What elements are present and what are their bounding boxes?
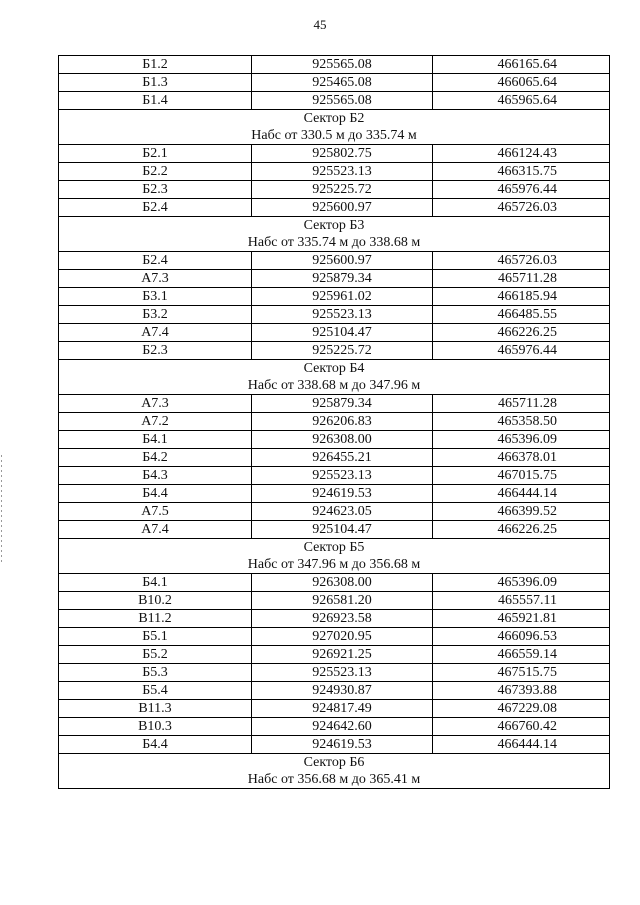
table-row [59,306,610,324]
y-coordinate-cell: 466165.64 [433,56,610,74]
x-coordinate-cell: 926308.00 [252,431,433,449]
table-row [59,431,610,449]
scan-margin-mark [1,455,2,565]
point-id-cell: Б1.4 [59,92,252,110]
sector-header-row [59,754,610,772]
point-id-cell: Б5.2 [59,646,252,664]
y-coordinate-cell: 466485.55 [433,306,610,324]
point-id-cell: Б5.4 [59,682,252,700]
sector-title: Сектор Б2 [59,110,610,128]
sector-range-row [59,234,610,252]
page-number: 45 [313,17,327,32]
point-id-cell: Б5.3 [59,664,252,682]
y-coordinate-cell: 466065.64 [433,74,610,92]
y-coordinate-cell: 465726.03 [433,252,610,270]
table-row [59,485,610,503]
y-coordinate-cell: 467015.75 [433,467,610,485]
y-coordinate-cell: 465396.09 [433,574,610,592]
x-coordinate-cell: 925879.34 [252,395,433,413]
table-row [59,342,610,360]
y-coordinate-cell: 466096.53 [433,628,610,646]
table-row [59,467,610,485]
point-id-cell: Б4.3 [59,467,252,485]
sector-header-row [59,360,610,378]
y-coordinate-cell: 466124.43 [433,145,610,163]
x-coordinate-cell: 925961.02 [252,288,433,306]
point-id-cell: Б2.1 [59,145,252,163]
point-id-cell: Б2.4 [59,199,252,217]
y-coordinate-cell: 465711.28 [433,270,610,288]
y-coordinate-cell: 465976.44 [433,181,610,199]
x-coordinate-cell: 925104.47 [252,324,433,342]
y-coordinate-cell: 466226.25 [433,324,610,342]
y-coordinate-cell: 467515.75 [433,664,610,682]
table-row [59,700,610,718]
sector-range-row [59,556,610,574]
x-coordinate-cell: 925565.08 [252,56,433,74]
x-coordinate-cell: 925104.47 [252,521,433,539]
sector-header-row [59,539,610,557]
x-coordinate-cell: 925225.72 [252,181,433,199]
y-coordinate-cell: 466399.52 [433,503,610,521]
sector-range-row [59,771,610,789]
sector-range-row [59,127,610,145]
table-row [59,449,610,467]
y-coordinate-cell: 465358.50 [433,413,610,431]
point-id-cell: Б4.1 [59,431,252,449]
y-coordinate-cell: 465557.11 [433,592,610,610]
table-row [59,74,610,92]
x-coordinate-cell: 925879.34 [252,270,433,288]
sector-range-row [59,377,610,395]
table-row [59,682,610,700]
point-id-cell: Б2.3 [59,181,252,199]
sector-elevation-range: Набс от 330.5 м до 335.74 м [59,127,610,145]
point-id-cell: Б1.3 [59,74,252,92]
table-row [59,592,610,610]
table-row [59,395,610,413]
x-coordinate-cell: 924930.87 [252,682,433,700]
y-coordinate-cell: 466315.75 [433,163,610,181]
sector-header-row [59,110,610,128]
point-id-cell: А7.2 [59,413,252,431]
sector-elevation-range: Набс от 356.68 м до 365.41 м [59,771,610,789]
point-id-cell: А7.4 [59,324,252,342]
sector-elevation-range: Набс от 338.68 м до 347.96 м [59,377,610,395]
x-coordinate-cell: 925523.13 [252,664,433,682]
point-id-cell: А7.5 [59,503,252,521]
y-coordinate-cell: 465965.64 [433,92,610,110]
table-row [59,521,610,539]
table-row [59,324,610,342]
table-row [59,270,610,288]
table-row [59,199,610,217]
y-coordinate-cell: 467393.88 [433,682,610,700]
table-row [59,56,610,74]
y-coordinate-cell: 466444.14 [433,736,610,754]
x-coordinate-cell: 925565.08 [252,92,433,110]
sector-title: Сектор Б6 [59,754,610,772]
x-coordinate-cell: 925523.13 [252,306,433,324]
point-id-cell: В11.3 [59,700,252,718]
point-id-cell: Б4.4 [59,736,252,754]
y-coordinate-cell: 465711.28 [433,395,610,413]
x-coordinate-cell: 926206.83 [252,413,433,431]
x-coordinate-cell: 924642.60 [252,718,433,736]
x-coordinate-cell: 925465.08 [252,74,433,92]
x-coordinate-cell: 924619.53 [252,736,433,754]
point-id-cell: Б4.2 [59,449,252,467]
x-coordinate-cell: 925600.97 [252,199,433,217]
x-coordinate-cell: 925523.13 [252,163,433,181]
x-coordinate-cell: 926455.21 [252,449,433,467]
x-coordinate-cell: 924817.49 [252,700,433,718]
x-coordinate-cell: 926581.20 [252,592,433,610]
point-id-cell: В11.2 [59,610,252,628]
y-coordinate-cell: 467229.08 [433,700,610,718]
table-row [59,413,610,431]
point-id-cell: Б2.3 [59,342,252,360]
table-row [59,628,610,646]
point-id-cell: А7.4 [59,521,252,539]
point-id-cell: Б3.1 [59,288,252,306]
point-id-cell: Б2.2 [59,163,252,181]
table-row [59,145,610,163]
x-coordinate-cell: 925523.13 [252,467,433,485]
table-row [59,646,610,664]
x-coordinate-cell: 927020.95 [252,628,433,646]
y-coordinate-cell: 466378.01 [433,449,610,467]
y-coordinate-cell: 465396.09 [433,431,610,449]
sector-elevation-range: Набс от 347.96 м до 356.68 м [59,556,610,574]
x-coordinate-cell: 926923.58 [252,610,433,628]
table-row [59,574,610,592]
point-id-cell: А7.3 [59,395,252,413]
table-row [59,163,610,181]
point-id-cell: В10.2 [59,592,252,610]
y-coordinate-cell: 465976.44 [433,342,610,360]
point-id-cell: В10.3 [59,718,252,736]
point-id-cell: А7.3 [59,270,252,288]
table-row [59,503,610,521]
sector-elevation-range: Набс от 335.74 м до 338.68 м [59,234,610,252]
y-coordinate-cell: 465726.03 [433,199,610,217]
table-row [59,610,610,628]
point-id-cell: Б1.2 [59,56,252,74]
x-coordinate-cell: 925600.97 [252,252,433,270]
point-id-cell: Б2.4 [59,252,252,270]
table-row [59,288,610,306]
table-row [59,92,610,110]
y-coordinate-cell: 466559.14 [433,646,610,664]
table-row [59,664,610,682]
x-coordinate-cell: 926921.25 [252,646,433,664]
table-row [59,181,610,199]
point-id-cell: Б5.1 [59,628,252,646]
x-coordinate-cell: 926308.00 [252,574,433,592]
point-id-cell: Б4.1 [59,574,252,592]
point-id-cell: Б3.2 [59,306,252,324]
x-coordinate-cell: 925802.75 [252,145,433,163]
table-row [59,718,610,736]
sector-title: Сектор Б4 [59,360,610,378]
x-coordinate-cell: 924619.53 [252,485,433,503]
y-coordinate-cell: 466760.42 [433,718,610,736]
x-coordinate-cell: 925225.72 [252,342,433,360]
table-row [59,252,610,270]
x-coordinate-cell: 924623.05 [252,503,433,521]
y-coordinate-cell: 466226.25 [433,521,610,539]
coordinates-table-body [59,56,610,789]
table-row [59,736,610,754]
y-coordinate-cell: 465921.81 [433,610,610,628]
y-coordinate-cell: 466444.14 [433,485,610,503]
sector-title: Сектор Б5 [59,539,610,557]
sector-header-row [59,217,610,235]
sector-title: Сектор Б3 [59,217,610,235]
point-id-cell: Б4.4 [59,485,252,503]
y-coordinate-cell: 466185.94 [433,288,610,306]
coordinates-table [58,55,610,789]
